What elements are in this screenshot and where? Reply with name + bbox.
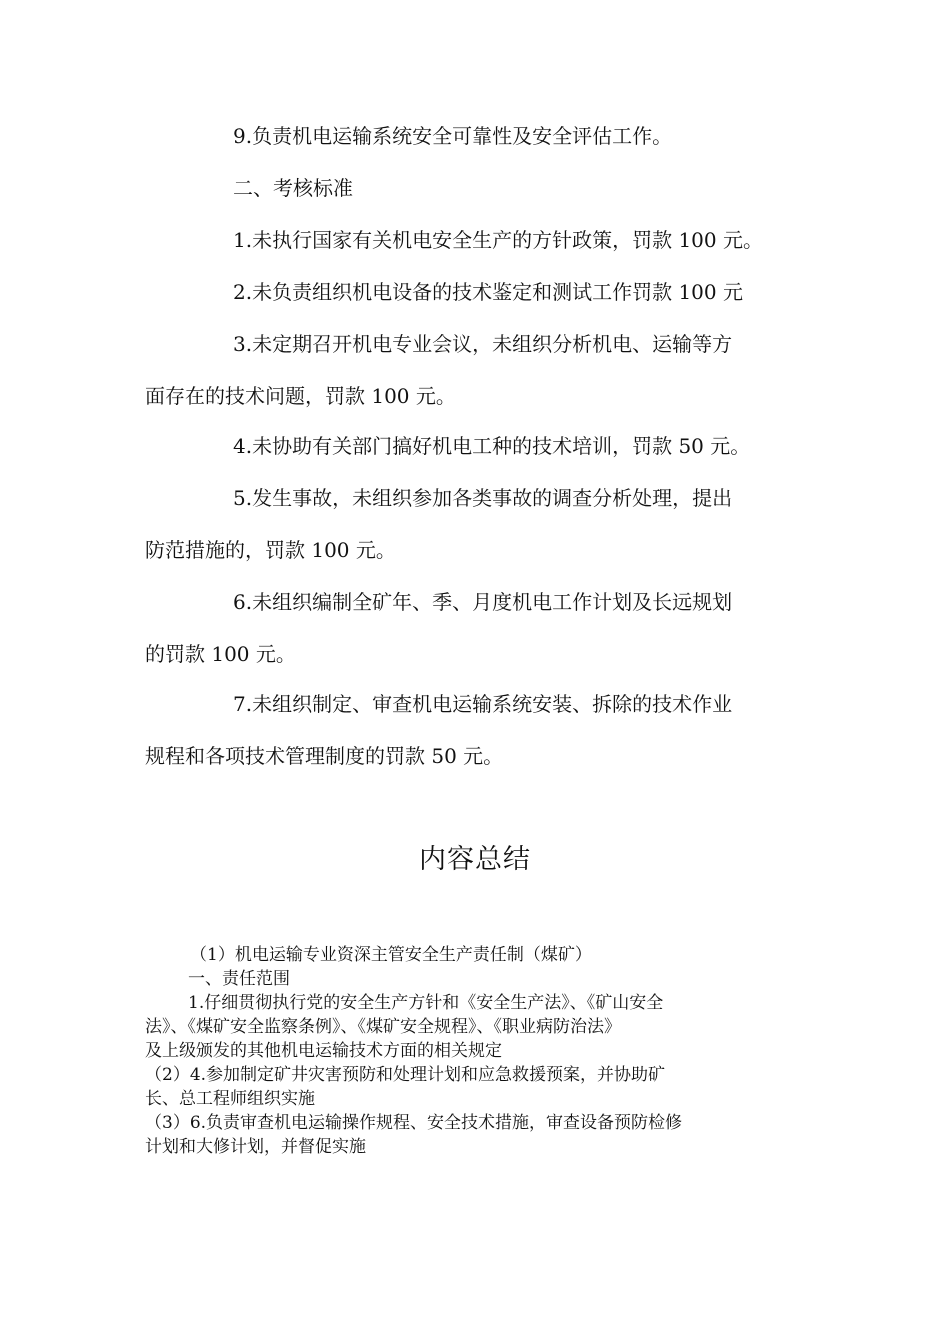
summary-line-5: 及上级颁发的其他机电运输技术方面的相关规定 bbox=[145, 1041, 502, 1061]
criterion-4: 4.未协助有关部门搞好机电工种的技术培训，罚款 50 元。 bbox=[233, 434, 751, 458]
criterion-3-line-2: 面存在的技术问题，罚款 100 元。 bbox=[145, 384, 456, 408]
criterion-2: 2.未负责组织机电设备的技术鉴定和测试工作罚款 100 元 bbox=[233, 280, 743, 304]
summary-line-2: 一、责任范围 bbox=[188, 969, 290, 989]
summary-line-9: 计划和大修计划，并督促实施 bbox=[145, 1137, 366, 1157]
summary-line-6: （2）4.参加制定矿井灾害预防和处理计划和应急救援预案，并协助矿 bbox=[145, 1065, 666, 1085]
summary-title: 内容总结 bbox=[419, 844, 531, 875]
criterion-5-line-2: 防范措施的，罚款 100 元。 bbox=[145, 538, 396, 562]
criterion-7-line-2: 规程和各项技术管理制度的罚款 50 元。 bbox=[145, 744, 504, 768]
summary-line-3: 1.仔细贯彻执行党的安全生产方针和《安全生产法》、《矿山安全 bbox=[188, 993, 664, 1013]
section-heading-assessment: 二、考核标准 bbox=[233, 176, 353, 200]
summary-line-7: 长、总工程师组织实施 bbox=[145, 1089, 315, 1109]
responsibility-item-9: 9.负责机电运输系统安全可靠性及安全评估工作。 bbox=[233, 124, 673, 148]
summary-line-4: 法》、《煤矿安全监察条例》、《煤矿安全规程》、《职业病防治法》 bbox=[145, 1017, 621, 1037]
criterion-6-line-2: 的罚款 100 元。 bbox=[145, 642, 296, 666]
criterion-6-line-1: 6.未组织编制全矿年、季、月度机电工作计划及长远规划 bbox=[233, 590, 733, 614]
criterion-3-line-1: 3.未定期召开机电专业会议，未组织分析机电、运输等方 bbox=[233, 332, 733, 356]
summary-line-1: （1）机电运输专业资深主管安全生产责任制（煤矿） bbox=[190, 945, 592, 965]
criterion-1: 1.未执行国家有关机电安全生产的方针政策，罚款 100 元。 bbox=[233, 228, 763, 252]
criterion-5-line-1: 5.发生事故，未组织参加各类事故的调查分析处理，提出 bbox=[233, 486, 733, 510]
criterion-7-line-1: 7.未组织制定、审查机电运输系统安装、拆除的技术作业 bbox=[233, 692, 733, 716]
summary-line-8: （3）6.负责审查机电运输操作规程、安全技术措施，审查设备预防检修 bbox=[145, 1113, 683, 1133]
